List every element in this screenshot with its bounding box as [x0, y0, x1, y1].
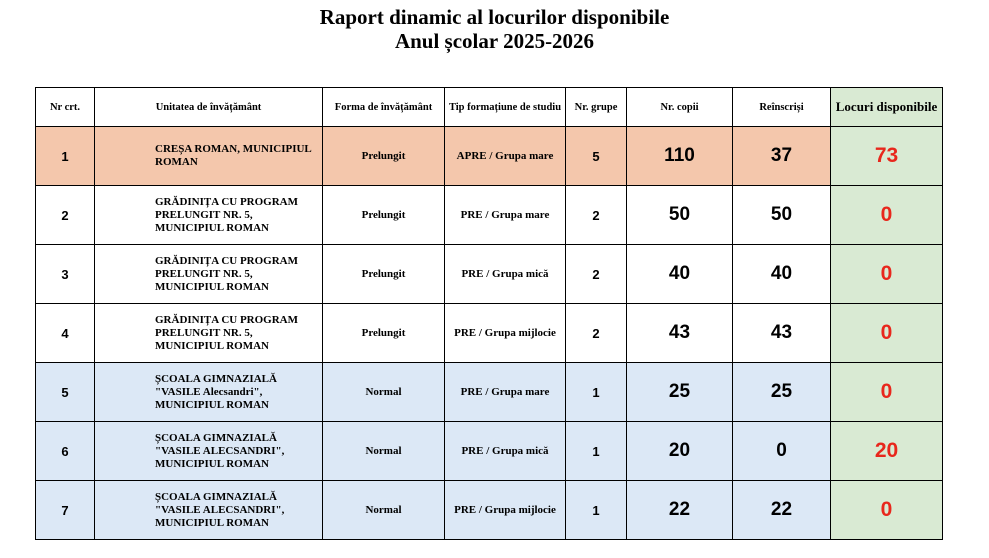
cell-locuri: 20: [831, 422, 943, 481]
cell-reinscrisi: 40: [733, 245, 831, 304]
header-tip: Tip formațiune de studiu: [445, 88, 566, 127]
cell-reinscrisi: 50: [733, 186, 831, 245]
table-row: [36, 481, 943, 540]
cell-unit: ȘCOALA GIMNAZIALĂ "VASILE ALECSANDRI", MUNICIPIUL ROMAN: [95, 481, 323, 540]
cell-unit: ȘCOALA GIMNAZIALĂ "VASILE ALECSANDRI", MUNICIPIUL ROMAN: [95, 422, 323, 481]
cell-grupe: 1: [566, 422, 627, 481]
header-grupe: Nr. grupe: [566, 88, 627, 127]
header-forma: Forma de învățământ: [323, 88, 445, 127]
table-header-row: [36, 88, 943, 127]
cell-copii: 22: [627, 481, 733, 540]
cell-tip: PRE / Grupa mică: [445, 245, 566, 304]
header-locuri: Locuri disponibile: [831, 88, 943, 127]
cell-tip: PRE / Grupa mijlocie: [445, 304, 566, 363]
cell-tip: PRE / Grupa mijlocie: [445, 481, 566, 540]
report-title: Raport dinamic al locurilor disponibile: [319, 5, 670, 29]
header-reinscrisi: Reînscriși: [733, 88, 831, 127]
cell-forma: Prelungit: [323, 304, 445, 363]
header-nr-crt: Nr crt.: [36, 88, 95, 127]
cell-unit: ȘCOALA GIMNAZIALĂ "VASILE Alecsandri", MUNICIPIUL ROMAN: [95, 363, 323, 422]
cell-unit: GRĂDINIȚA CU PROGRAM PRELUNGIT NR. 5, MUNICIPIUL ROMAN: [95, 245, 323, 304]
table-row: [36, 186, 943, 245]
cell-locuri: 0: [831, 363, 943, 422]
cell-copii: 25: [627, 363, 733, 422]
cell-locuri: 73: [831, 127, 943, 186]
table-row: [36, 363, 943, 422]
available-places-table: [35, 87, 943, 540]
cell-reinscrisi: 25: [733, 363, 831, 422]
cell-grupe: 2: [566, 245, 627, 304]
cell-locuri: 0: [831, 245, 943, 304]
cell-copii: 40: [627, 245, 733, 304]
cell-reinscrisi: 37: [733, 127, 831, 186]
cell-copii: 20: [627, 422, 733, 481]
school-year-title: Anul școlar 2025-2026: [394, 29, 595, 53]
cell-unit: CREȘA ROMAN, MUNICIPIUL ROMAN: [95, 127, 323, 186]
cell-tip: PRE / Grupa mare: [445, 186, 566, 245]
cell-reinscrisi: 0: [733, 422, 831, 481]
cell-tip: PRE / Grupa mică: [445, 422, 566, 481]
cell-tip: PRE / Grupa mare: [445, 363, 566, 422]
cell-unit: GRĂDINIȚA CU PROGRAM PRELUNGIT NR. 5, MUNICIPIUL ROMAN: [95, 186, 323, 245]
cell-nr: 2: [36, 186, 95, 245]
cell-nr: 1: [36, 127, 95, 186]
cell-nr: 5: [36, 363, 95, 422]
cell-forma: Prelungit: [323, 245, 445, 304]
cell-nr: 6: [36, 422, 95, 481]
cell-reinscrisi: 22: [733, 481, 831, 540]
header-unitatea: Unitatea de învățământ: [95, 88, 323, 127]
cell-grupe: 1: [566, 481, 627, 540]
cell-copii: 50: [627, 186, 733, 245]
cell-grupe: 5: [566, 127, 627, 186]
table-row: [36, 127, 943, 186]
cell-forma: Prelungit: [323, 127, 445, 186]
cell-forma: Normal: [323, 363, 445, 422]
header-copii: Nr. copii: [627, 88, 733, 127]
table-row: [36, 245, 943, 304]
cell-locuri: 0: [831, 304, 943, 363]
cell-locuri: 0: [831, 186, 943, 245]
cell-grupe: 2: [566, 186, 627, 245]
cell-nr: 3: [36, 245, 95, 304]
cell-forma: Normal: [323, 422, 445, 481]
table-row: [36, 422, 943, 481]
cell-grupe: 2: [566, 304, 627, 363]
cell-unit: GRĂDINIȚA CU PROGRAM PRELUNGIT NR. 5, MUNICIPIUL ROMAN: [95, 304, 323, 363]
cell-reinscrisi: 43: [733, 304, 831, 363]
cell-copii: 110: [627, 127, 733, 186]
cell-nr: 4: [36, 304, 95, 363]
cell-copii: 43: [627, 304, 733, 363]
cell-grupe: 1: [566, 363, 627, 422]
cell-tip: APRE / Grupa mare: [445, 127, 566, 186]
cell-locuri: 0: [831, 481, 943, 540]
cell-nr: 7: [36, 481, 95, 540]
cell-forma: Normal: [323, 481, 445, 540]
cell-forma: Prelungit: [323, 186, 445, 245]
table-row: [36, 304, 943, 363]
